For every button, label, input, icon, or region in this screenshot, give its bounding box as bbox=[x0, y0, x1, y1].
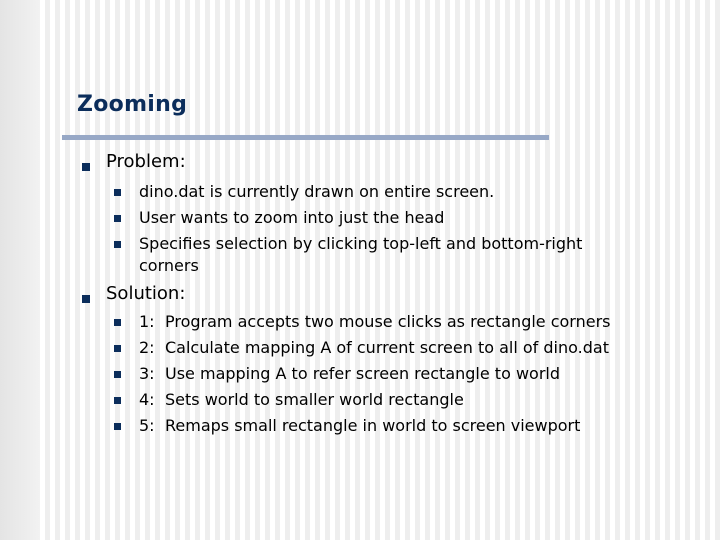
step-number: 4: bbox=[139, 390, 155, 409]
problem-item-2: User wants to zoom into just the head bbox=[139, 208, 445, 227]
step-text: Program accepts two mouse clicks as rectangle corners bbox=[165, 312, 611, 331]
bullet-square-icon bbox=[114, 423, 121, 430]
solution-heading: Solution: bbox=[106, 283, 186, 304]
bullet-square-icon bbox=[114, 215, 121, 222]
problem-item-3-continuation: corners bbox=[139, 256, 199, 275]
solution-step-2 bbox=[139, 337, 609, 359]
bullet-square-icon bbox=[114, 189, 121, 196]
step-text: Remaps small rectangle in world to screen viewport bbox=[165, 416, 581, 435]
bullet-square-icon bbox=[114, 371, 121, 378]
bullet-square-icon bbox=[114, 319, 121, 326]
step-text: Use mapping A to refer screen rectangle to world bbox=[165, 364, 560, 383]
bullet-square-icon bbox=[114, 397, 121, 404]
step-text: Calculate mapping A of current screen to all of dino.dat bbox=[165, 338, 609, 357]
bullet-square-icon bbox=[82, 163, 90, 171]
bullet-square-icon bbox=[114, 345, 121, 352]
step-number: 1: bbox=[139, 312, 155, 331]
bullet-square-icon bbox=[114, 241, 121, 248]
slide-title: Zooming bbox=[77, 92, 188, 117]
solution-step-1 bbox=[139, 311, 611, 333]
problem-heading: Problem: bbox=[106, 151, 186, 172]
bullet-square-icon bbox=[82, 295, 90, 303]
solution-step-5 bbox=[139, 415, 580, 437]
step-number: 5: bbox=[139, 416, 155, 435]
problem-item-1: dino.dat is currently drawn on entire screen. bbox=[139, 182, 495, 201]
step-number: 2: bbox=[139, 338, 155, 357]
problem-item-3: Specifies selection by clicking top-left and bottom-right bbox=[139, 234, 583, 253]
solution-step-4 bbox=[139, 389, 464, 411]
step-text: Sets world to smaller world rectangle bbox=[165, 390, 464, 409]
step-number: 3: bbox=[139, 364, 155, 383]
solution-step-3 bbox=[139, 363, 560, 385]
